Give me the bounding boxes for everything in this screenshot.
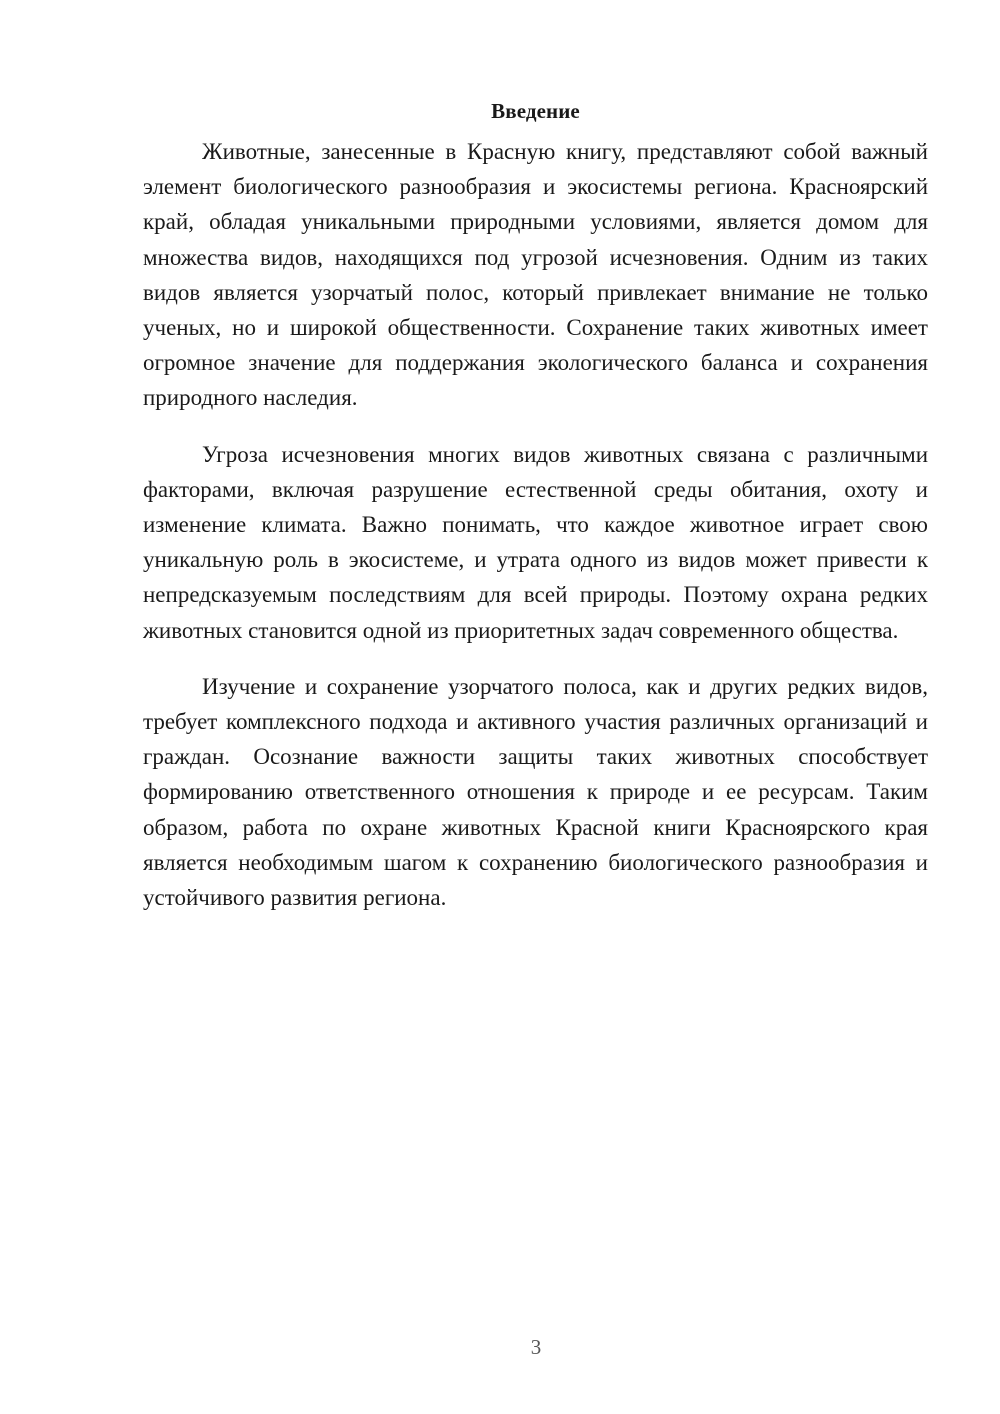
paragraph-2: Угроза исчезновения многих видов животных связана с различными факторами, включая разрушение естественной среды обитания, охоту и изменение климата. Важно понимать, что каждое животное играет свою уникальную роль в экосистеме, и утрата одного из видов может привести к непредсказуемым последствиям для всей природы. Поэтому охрана редких животных становится одной из приоритетных задач современного общества. [143, 441, 928, 643]
paragraph-1: Животные, занесенные в Красную книгу, представляют собой важный элемент биологического разнообразия и экосистемы региона. Красноярский край, обладая уникальными природными условиями, является домом для множества видов, находящихся под угрозой исчезновения. Одним из таких видов является узорчатый полос, который привлекает внимание не только ученых, но и широкой общественности. Сохранение таких животных имеет огромное значение для поддержания экологического баланса и сохранения природного наследия. [143, 139, 928, 411]
page-number: 3 [530, 1335, 542, 1359]
section-title: Введение [491, 99, 580, 123]
paragraph-3: Изучение и сохранение узорчатого полоса, как и других редких видов, требует комплексного подхода и активного участия различных организаций и граждан. Осознание важности защиты таких животных способствует формированию ответственного отношения к природе и ее ресурсам. Таким образом, работа по охране животных Красной книги Красноярского края является необходимым шагом к сохранению биологического разнообразия и устойчивого развития региона. [143, 673, 928, 911]
page-content [143, 96, 928, 936]
